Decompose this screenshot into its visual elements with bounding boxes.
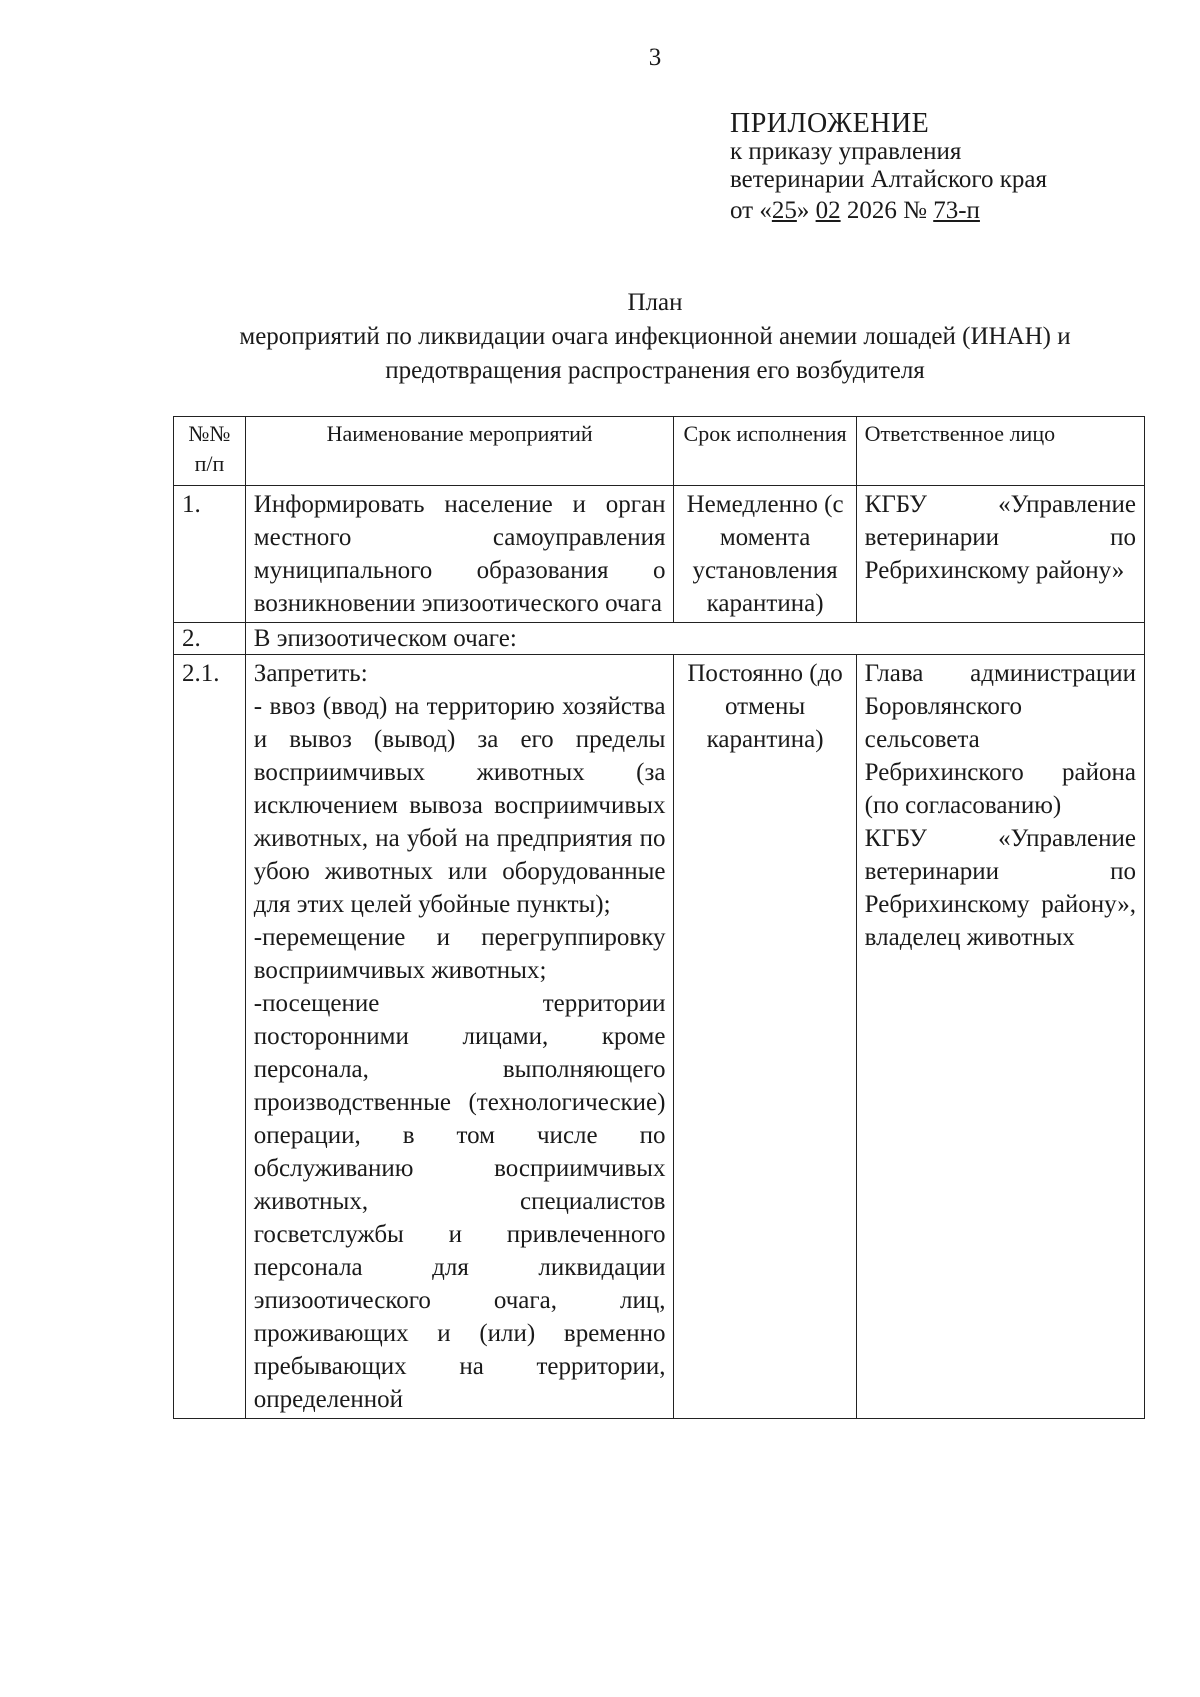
row-responsible-paragraph: КГБУ «Управление ветеринарии по Ребрихинскому району», владелец животных (864, 825, 1136, 951)
table-row (174, 623, 1145, 655)
date-sep: » (796, 197, 810, 224)
row-name (245, 655, 674, 1419)
order-number: 73-п (933, 197, 980, 224)
date-day: 25 (771, 197, 797, 224)
plan-header (180, 286, 1130, 388)
header-num: №№ п/п (174, 417, 246, 486)
header-name: Наименование мероприятий (245, 417, 674, 486)
table-row (174, 655, 1145, 1419)
row-name-paragraph: -посещение территории посторонними лицами, кроме персонала, выполняющего производственные (технологические) операции, в том числе по обслуживанию восприимчивых животных, специалистов госветслужбы и привлеченного персонала для ликвидации эпизоотического очага, лиц, проживающих и (или) временно пребывающих на территории, определенной (253, 990, 666, 1413)
plan-title: План (627, 289, 683, 316)
section-title: В эпизоотическом очаге: (245, 623, 1144, 655)
table-row (174, 486, 1145, 623)
date-month: 02 (815, 197, 841, 224)
plan-table (173, 416, 1145, 1419)
appendix-title: ПРИЛОЖЕНИЕ (730, 108, 930, 139)
table-header-row (174, 417, 1145, 486)
row-name-text: Информировать население и орган местного самоуправления муниципального образования о возникновении эпизоотического очага (253, 491, 666, 617)
appendix-line-1: к приказу управления (730, 138, 962, 165)
row-name (245, 486, 674, 623)
row-term: Постоянно (до отмены карантина) (674, 655, 856, 1419)
row-num: 1. (174, 486, 246, 623)
header-responsible: Ответственное лицо (856, 417, 1144, 486)
date-prefix: от « (730, 197, 772, 224)
plan-subtitle-line-2: предотвращения распространения его возбудителя (385, 357, 925, 384)
row-responsible (856, 486, 1144, 623)
row-responsible-paragraph: Глава администрации Боровлянского сельсовета Ребрихинского района (по согласованию) (864, 660, 1136, 819)
row-name-paragraph: Запретить: (253, 660, 368, 687)
appendix-header (730, 110, 1047, 225)
row-num: 2. (174, 623, 246, 655)
plan-subtitle-line-1: мероприятий по ликвидации очага инфекционной анемии лошадей (ИНАН) и (239, 323, 1071, 350)
appendix-line-2: ветеринарии Алтайского края (730, 166, 1047, 193)
header-term: Срок исполнения (674, 417, 856, 486)
row-name-paragraph: - ввоз (ввод) на территорию хозяйства и вывоз (вывод) за его пределы восприимчивых животных (за исключением вывоза восприимчивых животных, на убой на предприятия по убою животных или оборудованные для этих целей убойные пункты); (253, 693, 666, 918)
appendix-date (730, 197, 1047, 225)
row-responsible-text: КГБУ «Управление ветеринарии по Ребрихинскому району» (864, 491, 1136, 584)
row-name-paragraph: -перемещение и перегруппировку восприимчивых животных; (253, 924, 666, 984)
date-year-no: 2026 № (846, 197, 927, 224)
row-responsible (856, 655, 1144, 1419)
row-num: 2.1. (174, 655, 246, 1419)
row-term: Немедленно (с момента установления карантина) (674, 486, 856, 623)
page-number: 3 (648, 44, 662, 71)
